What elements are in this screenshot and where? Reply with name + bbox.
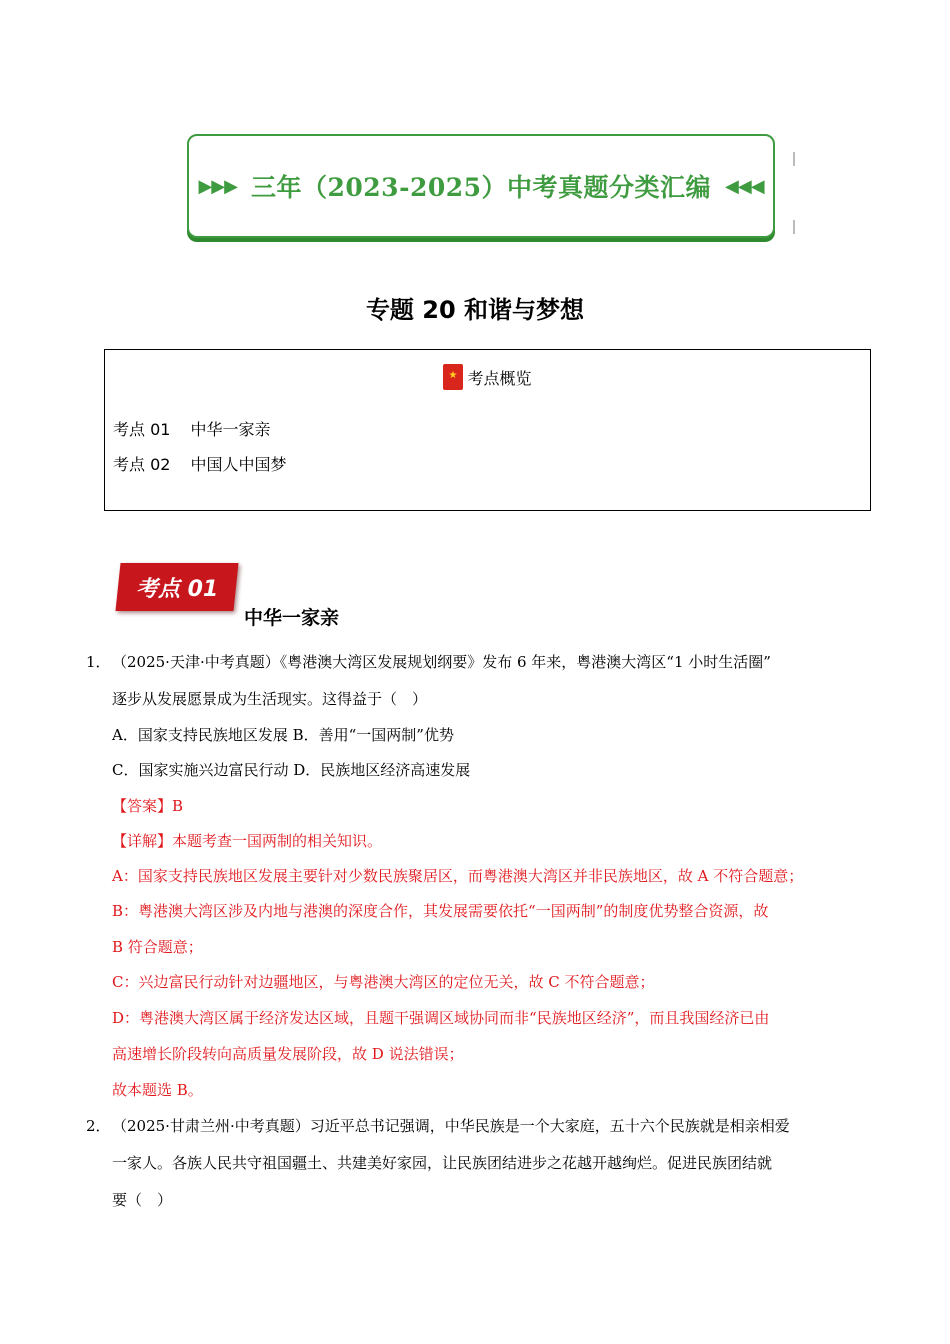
left-arrows-icon: ◀◀◀ bbox=[725, 175, 764, 197]
overview-item-num: 考点 01 bbox=[113, 420, 171, 439]
overview-item-label: 中国人中国梦 bbox=[190, 455, 287, 474]
overview-heading bbox=[105, 364, 870, 390]
question-stem: （2025·天津·中考真题）《粤港澳大湾区发展规划纲要》发布 6 年来，粤港澳大湾区“1 小时生活圈” bbox=[112, 653, 771, 671]
overview-item[interactable] bbox=[113, 452, 286, 475]
banner-title: 三年（2023-2025）中考真题分类汇编 bbox=[250, 173, 712, 202]
divider bbox=[793, 152, 795, 166]
overview-box bbox=[104, 349, 871, 511]
explain-line: B 符合题意； bbox=[112, 938, 203, 956]
overview-item-label: 中华一家亲 bbox=[190, 420, 271, 439]
question-number: 1． bbox=[86, 653, 111, 671]
option-line: C．国家实施兴边富民行动 D．民族地区经济高速发展 bbox=[112, 761, 471, 779]
explain-line: 故本题选 B。 bbox=[112, 1081, 203, 1099]
book-icon bbox=[443, 364, 463, 390]
question-stem: 逐步从发展愿景成为生活现实。这得益于（ ） bbox=[112, 690, 428, 708]
explain-head: 【详解】本题考查一国两制的相关知识。 bbox=[112, 832, 383, 850]
explain-line: 高速增长阶段转向高质量发展阶段，故 D 说法错误； bbox=[112, 1045, 464, 1063]
overview-heading-label: 考点概览 bbox=[467, 368, 532, 388]
question-stem: 一家人。各族人民共守祖国疆土、共建美好家园，让民族团结进步之花越开越绚烂。促进民族团结就 bbox=[112, 1154, 773, 1172]
explain-line: B：粤港澳大湾区涉及内地与港澳的深度合作，其发展需要依托“一国两制”的制度优势整合资源，故 bbox=[112, 902, 769, 920]
divider bbox=[793, 220, 795, 234]
question-number: 2． bbox=[86, 1117, 111, 1135]
option-line: A．国家支持民族地区发展 B．善用“一国两制”优势 bbox=[112, 726, 454, 744]
explain-line: D：粤港澳大湾区属于经济发达区域，且题干强调区域协同而非“民族地区经济”，而且我国经济已由 bbox=[112, 1009, 770, 1027]
section-title: 中华一家亲 bbox=[244, 607, 340, 629]
question-stem: （2025·甘肃兰州·中考真题）习近平总书记强调，中华民族是一个大家庭，五十六个民族就是相亲相爱 bbox=[112, 1117, 790, 1135]
right-arrows-icon: ▶▶▶ bbox=[198, 175, 237, 197]
section-tag-label: 考点 01 bbox=[135, 576, 219, 602]
page-title: 专题 20 和谐与梦想 bbox=[365, 296, 585, 324]
overview-item-num: 考点 02 bbox=[113, 455, 171, 474]
explain-line: C：兴边富民行动针对边疆地区，与粤港澳大湾区的定位无关，故 C 不符合题意； bbox=[112, 973, 655, 991]
overview-item[interactable] bbox=[113, 417, 270, 440]
question-stem: 要（ ） bbox=[112, 1191, 173, 1209]
section-tag bbox=[115, 563, 238, 611]
explain-line: A：国家支持民族地区发展主要针对少数民族聚居区，而粤港澳大湾区并非民族地区，故 A 不符合题意； bbox=[112, 867, 804, 885]
title-banner bbox=[187, 134, 775, 238]
answer-line: 【答案】B bbox=[112, 797, 184, 815]
